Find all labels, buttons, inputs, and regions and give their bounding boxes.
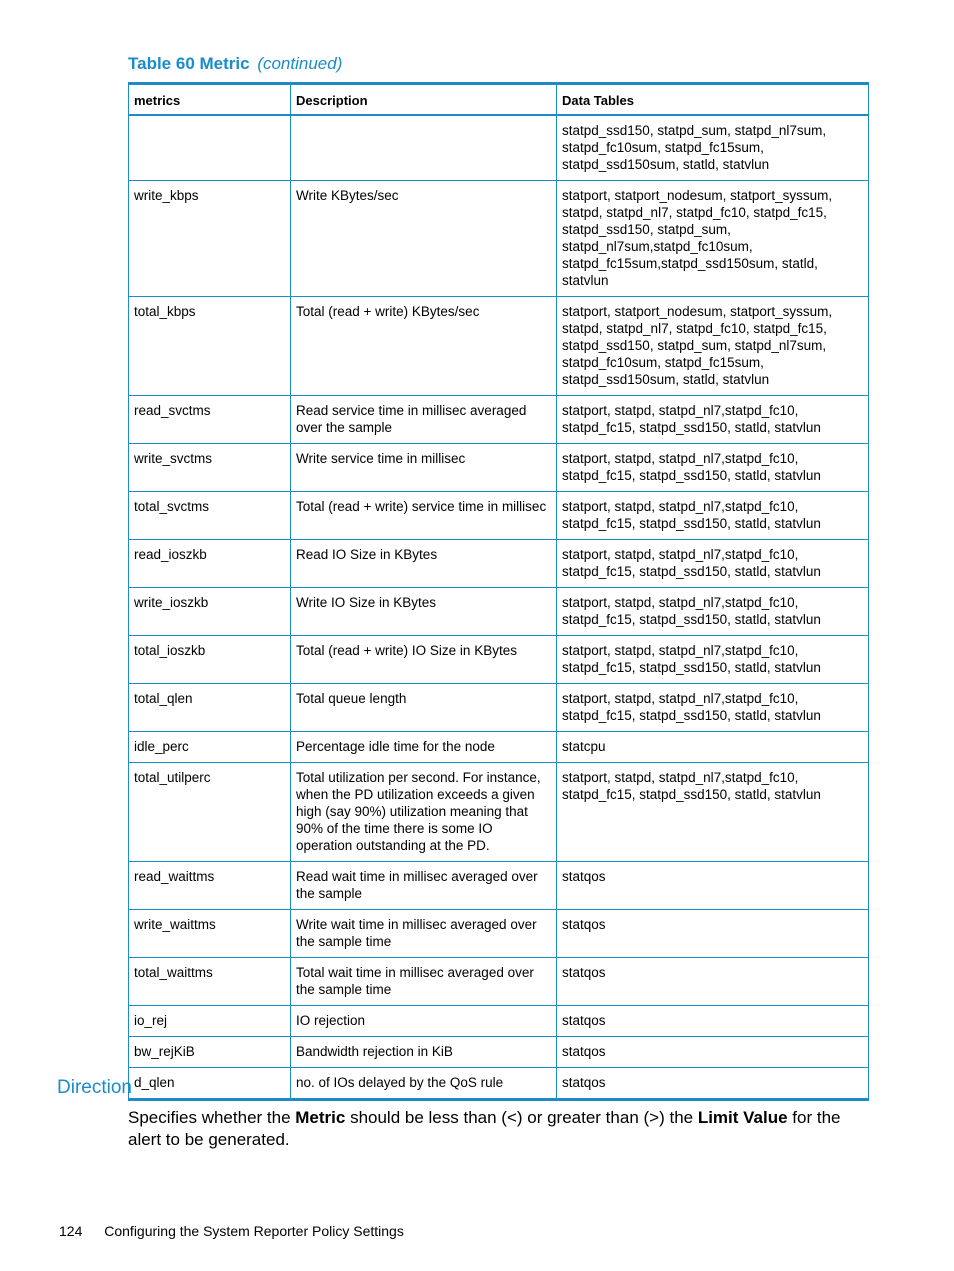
cell-data-tables: statport, statpd, statpd_nl7,statpd_fc10, statpd_fc15, statpd_ssd150, statld, statvlun [557, 636, 869, 684]
cell-metric: idle_perc [129, 732, 291, 763]
cell-data-tables: statport, statpd, statpd_nl7,statpd_fc10, statpd_fc15, statpd_ssd150, statld, statvlun [557, 444, 869, 492]
cell-metric: d_qlen [129, 1068, 291, 1100]
table-caption [128, 54, 342, 74]
cell-data-tables: statport, statport_nodesum, statport_syssum, statpd, statpd_nl7, statpd_fc10, statpd_fc15, statpd_ssd150, statpd_sum, statpd_nl7sum,statpd_fc10sum, statpd_fc15sum,statpd_ssd150sum, statld, statvlun [557, 181, 869, 297]
page-number: 124 [59, 1223, 83, 1239]
column-header-description: Description [291, 84, 557, 116]
table-caption-label: Table 60 Metric [128, 54, 250, 73]
page-footer [59, 1223, 404, 1239]
column-header-metrics: metrics [129, 84, 291, 116]
cell-description: Total (read + write) IO Size in KBytes [291, 636, 557, 684]
cell-description: Total utilization per second. For instance, when the PD utilization exceeds a given high (say 90%) utilization meaning that 90% of the time there is some IO operation outstanding at the PD. [291, 763, 557, 862]
cell-description: Write KBytes/sec [291, 181, 557, 297]
cell-data-tables: statport, statport_nodesum, statport_syssum, statpd, statpd_nl7, statpd_fc10, statpd_fc15, statpd_ssd150, statpd_sum, statpd_nl7sum, statpd_fc10sum, statpd_fc15sum, statpd_ssd150sum, statld, statvlun [557, 297, 869, 396]
table-row [129, 297, 869, 396]
table-row [129, 1006, 869, 1037]
table-row [129, 540, 869, 588]
cell-data-tables: statport, statpd, statpd_nl7,statpd_fc10, statpd_fc15, statpd_ssd150, statld, statvlun [557, 763, 869, 862]
cell-metric: total_utilperc [129, 763, 291, 862]
cell-metric [129, 115, 291, 181]
paragraph-term-metric: Metric [295, 1108, 346, 1127]
cell-description: Write service time in millisec [291, 444, 557, 492]
cell-metric: bw_rejKiB [129, 1037, 291, 1068]
paragraph-term-limit-value: Limit Value [697, 1108, 788, 1127]
cell-data-tables: statqos [557, 862, 869, 910]
cell-metric: io_rej [129, 1006, 291, 1037]
cell-data-tables: statport, statpd, statpd_nl7,statpd_fc10, statpd_fc15, statpd_ssd150, statld, statvlun [557, 588, 869, 636]
cell-data-tables: statqos [557, 910, 869, 958]
cell-description: IO rejection [291, 1006, 557, 1037]
cell-description: Total wait time in millisec averaged over the sample time [291, 958, 557, 1006]
table-row [129, 444, 869, 492]
cell-description: Total (read + write) service time in millisec [291, 492, 557, 540]
footer-chapter-title: Configuring the System Reporter Policy Settings [104, 1223, 404, 1239]
cell-description: Write IO Size in KBytes [291, 588, 557, 636]
table-row [129, 636, 869, 684]
paragraph-text: should be less than (<) or greater than (>) the [345, 1108, 698, 1127]
cell-metric: total_ioszkb [129, 636, 291, 684]
cell-description: Percentage idle time for the node [291, 732, 557, 763]
paragraph-text: for the alert to be generated. [128, 1108, 841, 1149]
cell-metric: read_ioszkb [129, 540, 291, 588]
cell-metric: write_waittms [129, 910, 291, 958]
cell-description: Write wait time in millisec averaged over the sample time [291, 910, 557, 958]
cell-data-tables: statqos [557, 958, 869, 1006]
table-row [129, 1068, 869, 1100]
cell-data-tables: statqos [557, 1037, 869, 1068]
cell-description: Total queue length [291, 684, 557, 732]
cell-description: Total (read + write) KBytes/sec [291, 297, 557, 396]
table-row [129, 910, 869, 958]
cell-metric: write_kbps [129, 181, 291, 297]
table-row [129, 181, 869, 297]
cell-metric: total_waittms [129, 958, 291, 1006]
table-row [129, 763, 869, 862]
cell-description: Bandwidth rejection in KiB [291, 1037, 557, 1068]
table-row [129, 862, 869, 910]
table-row [129, 396, 869, 444]
cell-metric: total_kbps [129, 297, 291, 396]
paragraph-text: Specifies whether the [128, 1108, 296, 1127]
cell-metric: read_waittms [129, 862, 291, 910]
section-heading-direction: Direction [57, 1077, 132, 1098]
cell-metric: total_qlen [129, 684, 291, 732]
cell-metric: write_svctms [129, 444, 291, 492]
cell-data-tables: statport, statpd, statpd_nl7,statpd_fc10, statpd_fc15, statpd_ssd150, statld, statvlun [557, 684, 869, 732]
table-body [129, 115, 869, 1100]
cell-description [291, 115, 557, 181]
table-row [129, 588, 869, 636]
cell-data-tables: statcpu [557, 732, 869, 763]
cell-data-tables: statqos [557, 1068, 869, 1100]
cell-description: Read IO Size in KBytes [291, 540, 557, 588]
direction-paragraph [128, 1107, 873, 1151]
table-row [129, 684, 869, 732]
cell-data-tables: statport, statpd, statpd_nl7,statpd_fc10, statpd_fc15, statpd_ssd150, statld, statvlun [557, 540, 869, 588]
cell-metric: total_svctms [129, 492, 291, 540]
cell-metric: read_svctms [129, 396, 291, 444]
table-row [129, 492, 869, 540]
cell-description: Read wait time in millisec averaged over the sample [291, 862, 557, 910]
cell-data-tables: statport, statpd, statpd_nl7,statpd_fc10, statpd_fc15, statpd_ssd150, statld, statvlun [557, 396, 869, 444]
table-row [129, 958, 869, 1006]
cell-data-tables: statpd_ssd150, statpd_sum, statpd_nl7sum, statpd_fc10sum, statpd_fc15sum, statpd_ssd150sum, statld, statvlun [557, 115, 869, 181]
table-header-row [129, 84, 869, 116]
cell-metric: write_ioszkb [129, 588, 291, 636]
table-row [129, 115, 869, 181]
cell-description: Read service time in millisec averaged over the sample [291, 396, 557, 444]
metric-table [128, 82, 869, 1101]
cell-data-tables: statport, statpd, statpd_nl7,statpd_fc10, statpd_fc15, statpd_ssd150, statld, statvlun [557, 492, 869, 540]
cell-description: no. of IOs delayed by the QoS rule [291, 1068, 557, 1100]
table-row [129, 1037, 869, 1068]
column-header-data-tables: Data Tables [557, 84, 869, 116]
cell-data-tables: statqos [557, 1006, 869, 1037]
table-row [129, 732, 869, 763]
table-caption-continued: (continued) [257, 54, 343, 73]
